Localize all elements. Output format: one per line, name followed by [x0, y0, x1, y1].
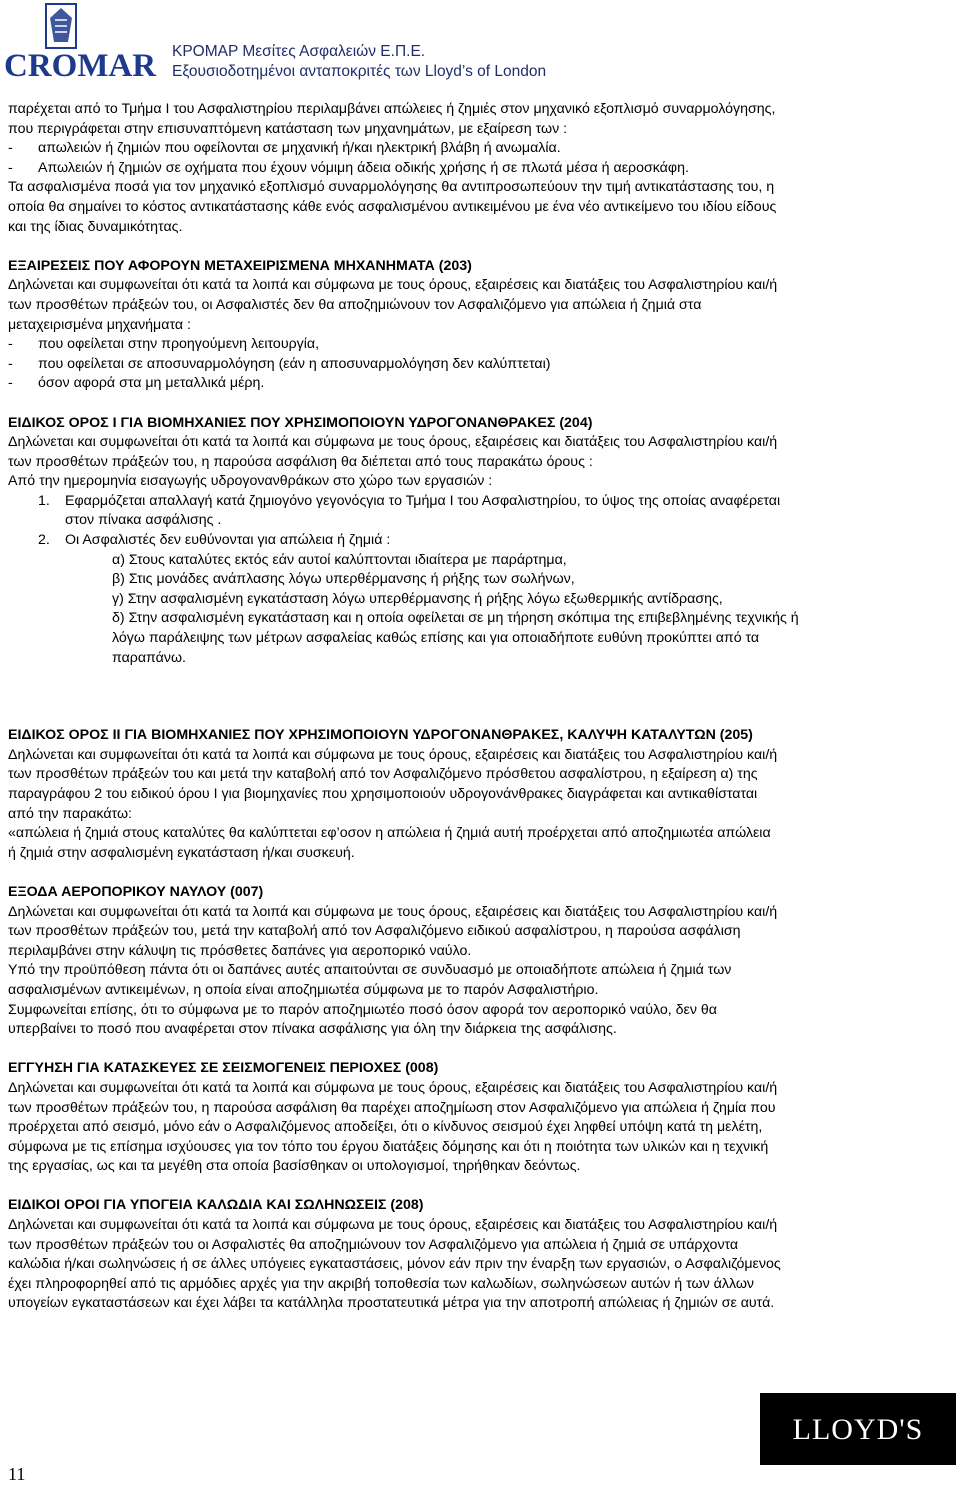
- section-line: Συμφωνείται επίσης, ότι το σύμφωνα με το παρόν αποζημιωτέο ποσό όσον αφορά τον αεροπορικό ναύλο, δεν θα: [8, 1001, 717, 1018]
- intro-line: παρέχεται από το Τμήμα Ι του Ασφαλιστηρίου περιλαμβάνει απώλειες ή ζημιές στον μηχανικό εξοπλισμό συναρμολόγησης,: [8, 101, 776, 117]
- section-line: σύμφωνα με τις επίσημα ισχύουσες για τον τόπο του έργου διατάξεις δόμησης και ότι η ποιότητα των υλικών και η τεχνική: [8, 1138, 769, 1155]
- intro-line: Τα ασφαλισμένα ποσά για τον μηχανικό εξοπλισμό συναρμολόγησης θα αντιπροσωπεύουν την τιμή αντικατάστασης του, η: [8, 179, 775, 196]
- intro-line: και της ίδιας δυναμικότητας.: [8, 218, 183, 235]
- section-line: υπερβαίνει το ποσό που αναφέρεται στον πίνακα ασφάλισης για όλη την διάρκεια της ασφάλισης.: [8, 1021, 617, 1038]
- sub-item-cont: παραπάνω.: [112, 649, 186, 666]
- sub-item: δ) Στην ασφαλισμένη εγκατάσταση και η οποία οφείλεται σε μη τήρηση σκόπιμα της επιβεβλημένης τεχνικής ή: [112, 610, 799, 627]
- lloyds-logo: [760, 1393, 956, 1465]
- list-item: - που οφείλεται σε αποσυναρμολόγηση (εάν η αποσυναρμολόγηση δεν καλύπτεται): [8, 355, 551, 372]
- document-body: [8, 100, 956, 1314]
- section-line: υπογείων εγκαταστάσεων και έχει λάβει τα κατάλληλα προστατευτικά μέτρα για την αποτροπή απώλειας ή ζημιών σε αυτά.: [8, 1295, 775, 1312]
- intro-line: οποία θα σημαίνει το κόστος αντικατάστασης κάθε ενός ασφαλισμένου αντικειμένου με ένα νέο αντικείμενο του ιδίου είδους: [8, 198, 777, 215]
- numbered-item: 2. Οι Ασφαλιστές δεν ευθύνονται για απώλεια ή ζημιά :: [38, 532, 391, 549]
- section-line: Υπό την προϋπόθεση πάντα ότι οι δαπάνες αυτές απαιτούνται σε συνδυασμό με οποιαδήποτε απώλεια ή ζημιά των: [8, 962, 732, 979]
- section-title-208: ΕΙΔΙΚΟΙ ΟΡΟΙ ΓΙΑ ΥΠΟΓΕΙΑ ΚΑΛΩΔΙΑ ΚΑΙ ΣΩΛΗΝΩΣΕΙΣ (208): [8, 1197, 424, 1214]
- section-line: καλώδια ή/και σωληνώσεις ή σε άλλες υπόγειες εγκαταστάσεις, μόνον εάν πριν την έναρξη των εργασιών, ο Ασφαλιζόμενος: [8, 1256, 781, 1273]
- section-line: των προσθέτων πράξεών του, η παρούσα ασφάλιση θα διέπεται από τους παρακάτω όρους :: [8, 453, 593, 470]
- sub-item: γ) Στην ασφαλισμένη εγκατάσταση λόγω υπερθέρμανσης ή ρήξης λόγω εξωθερμικής αντίδρασης,: [112, 590, 723, 607]
- page-number: 11: [8, 1464, 26, 1484]
- section-line: των προσθέτων πράξεών του, η παρούσα ασφάλιση θα παρέχει αποζημίωση στον Ασφαλιζόμενο για απώλεια ή ζημία που: [8, 1099, 776, 1116]
- section-line: περιλαμβάνει στην κάλυψη τις πρόσθετες δαπάνες για αεροπορικό ναύλο.: [8, 942, 472, 959]
- section-line: των προσθέτων πράξεών του, μετά την καταβολή από τον Ασφαλιζόμενο ειδικού ασφαλίστρου, η παρούσα ασφάλιση: [8, 923, 741, 940]
- header-text: [172, 42, 546, 82]
- section-line: της εργασίας, ως και τα μεγέθη στα οποία βασίσθηκαν οι υπολογισμοί, τηρήθηκαν δεόντως.: [8, 1158, 581, 1175]
- section-line: Δηλώνεται και συμφωνείται ότι κατά τα λοιπά και σύμφωνα με τους όρους, εξαιρέσεις και διατάξεις του Ασφαλιστηρίου και/ή: [8, 1079, 778, 1096]
- section-line: από την παρακάτω:: [8, 805, 132, 822]
- section-line: των προσθέτων πράξεών του, οι Ασφαλιστές δεν θα αποζημιώνουν τον Ασφαλιζόμενο για απώλεια ή ζημιά στα: [8, 296, 702, 313]
- section-line: μεταχειρισμένα μηχανήματα :: [8, 316, 191, 333]
- section-line: προέρχεται από σεισμό, μόνο εάν ο Ασφαλιζόμενος αποδείξει, ότι ο κίνδυνος σεισμού έχει ληφθεί υπόψη κατά τη μελέτη,: [8, 1119, 763, 1136]
- section-line: «απώλεια ή ζημιά στους καταλύτες θα καλύπτεται εφ’οσον η απώλεια ή ζημιά αυτή προέρχεται από αποζημιωτέα απώλεια: [8, 825, 771, 842]
- section-line: Δηλώνεται και συμφωνείται ότι κατά τα λοιπά και σύμφωνα με τους όρους, εξαιρέσεις και διατάξεις του Ασφαλιστηρίου και/ή: [8, 434, 778, 451]
- list-item: - όσον αφορά στα μη μεταλλικά μέρη.: [8, 375, 265, 392]
- logo-wordmark: CROMAR: [4, 48, 157, 84]
- exclusion-item: - Απωλειών ή ζημιών σε οχήματα που έχουν νόμιμη άδεια οδικής χρήσης ή σε πλωτά μέσα ή αεροσκάφη.: [8, 159, 689, 176]
- exclusion-item: - απωλειών ή ζημιών που οφείλονται σε μηχανική ή/και ηλεκτρική βλάβη ή ανωμαλία.: [8, 140, 561, 157]
- section-line: παραγράφου 2 του ειδικού όρου Ι για βιομηχανίες που χρησιμοποιούν υδρογονάνθρακες διαγράφεται και αντικαθίσταται: [8, 786, 758, 802]
- section-line: ασφαλισμένων αντικειμένων, η οποία είναι αποζημιωτέα σύμφωνα με το παρόν Ασφαλιστήριο.: [8, 981, 599, 998]
- section-line: Δηλώνεται και συμφωνείται ότι κατά τα λοιπά και σύμφωνα με τους όρους, εξαιρέσεις και διατάξεις του Ασφαλιστηρίου και/ή: [8, 903, 778, 920]
- numbered-item: 1. Εφαρμόζεται απαλλαγή κατά ζημιογόνο γεγονόςγια το Τμήμα Ι του Ασφαλιστηρίου, το ύψος της οποίας αναφέρεται: [38, 492, 781, 509]
- sub-item: α) Στους καταλύτες εκτός εάν αυτοί καλύπτονται ιδιαίτερα με παράρτημα,: [112, 551, 567, 568]
- sub-item-cont: λόγω παράλειψης των μέτρων ασφαλείας καθώς επίσης και για οποιαδήποτε ευθύνη προκύπτει από τα: [112, 630, 760, 647]
- section-title-008: ΕΓΓΥΗΣΗ ΓΙΑ ΚΑΤΑΣΚΕΥΕΣ ΣΕ ΣΕΙΣΜΟΓΕΝΕΙΣ ΠΕΡΙΟΧΕΣ (008): [8, 1060, 439, 1077]
- intro-line: που περιγράφεται στην επισυναπτόμενη κατάσταση των μηχανημάτων, με εξαίρεση των :: [8, 120, 568, 137]
- company-name: ΚΡΟΜΑΡ Μεσίτες Ασφαλειών Ε.Π.Ε.: [172, 43, 426, 60]
- section-line: των προσθέτων πράξεών του οι Ασφαλιστές θα αποζημιώνουν τον Ασφαλιζόμενο για απώλεια ή ζημιά σε υπάρχοντα: [8, 1236, 739, 1253]
- section-title-007: ΕΞΟΔΑ ΑΕΡΟΠΟΡΙΚΟΥ ΝΑΥΛΟΥ (007): [8, 883, 264, 900]
- section-line: των προσθέτων πράξεών του και μετά την καταβολή από τον Ασφαλιζόμενο πρόσθετου ασφαλίστρου, η εξαίρεση α) της: [8, 766, 758, 783]
- section-title-203: ΕΞΑΙΡΕΣΕΙΣ ΠΟΥ ΑΦΟΡΟΥΝ ΜΕΤΑΧΕΙΡΙΣΜΕΝΑ ΜΗΧΑΝΗΜΑΤΑ (203): [8, 257, 472, 274]
- section-line: Δηλώνεται και συμφωνείται ότι κατά τα λοιπά και σύμφωνα με τους όρους, εξαιρέσεις και διατάξεις του Ασφαλιστηρίου και/ή: [8, 277, 778, 294]
- lloyds-wordmark: LLOYD'S: [792, 1413, 924, 1446]
- section-line: Από την ημερομηνία εισαγωγής υδρογονανθράκων στο χώρο των εργασιών :: [8, 473, 493, 490]
- crest-icon: [44, 2, 78, 50]
- page-header: [0, 0, 960, 90]
- list-item: - που οφείλεται στην προηγούμενη λειτουργία,: [8, 336, 320, 353]
- section-line: ή ζημιά στην ασφαλισμένη εγκατάσταση ή/και συσκευή.: [8, 844, 355, 861]
- section-line: έχει πληροφορηθεί από τις αρμόδιες αρχές για την ακριβή τοποθεσία των καλωδίων, σωληνώσεων αυτών ή των άλλων: [8, 1275, 755, 1292]
- cromar-logo: [4, 2, 157, 84]
- numbered-item-cont: στον πίνακα ασφάλισης .: [65, 512, 222, 529]
- company-subtitle: Εξουσιοδοτημένοι ανταποκριτές των Lloyd’s of London: [172, 63, 547, 80]
- section-line: Δηλώνεται και συμφωνείται ότι κατά τα λοιπά και σύμφωνα με τους όρους, εξαιρέσεις και διατάξεις του Ασφαλιστηρίου και/ή: [8, 1217, 778, 1234]
- section-line: Δηλώνεται και συμφωνείται ότι κατά τα λοιπά και σύμφωνα με τους όρους, εξαιρέσεις και διατάξεις του Ασφαλιστηρίου και/ή: [8, 746, 778, 763]
- section-title-205: ΕΙΔΙΚΟΣ ΟΡΟΣ ΙΙ ΓΙΑ ΒΙΟΜΗΧΑΝΙΕΣ ΠΟΥ ΧΡΗΣΙΜΟΠΟΙΟΥΝ ΥΔΡΟΓΟΝΑΝΘΡΑΚΕΣ, ΚΑΛΥΨΗ ΚΑΤΑΛΥΤΩΝ (205): [8, 727, 753, 744]
- section-title-204: ΕΙΔΙΚΟΣ ΟΡΟΣ Ι ΓΙΑ ΒΙΟΜΗΧΑΝΙΕΣ ΠΟΥ ΧΡΗΣΙΜΟΠΟΙΟΥΝ ΥΔΡΟΓΟΝΑΝΘΡΑΚΕΣ (204): [8, 414, 593, 431]
- sub-item: β) Στις μονάδες ανάπλασης λόγω υπερθέρμανσης ή ρήξης των σωλήνων,: [112, 571, 575, 588]
